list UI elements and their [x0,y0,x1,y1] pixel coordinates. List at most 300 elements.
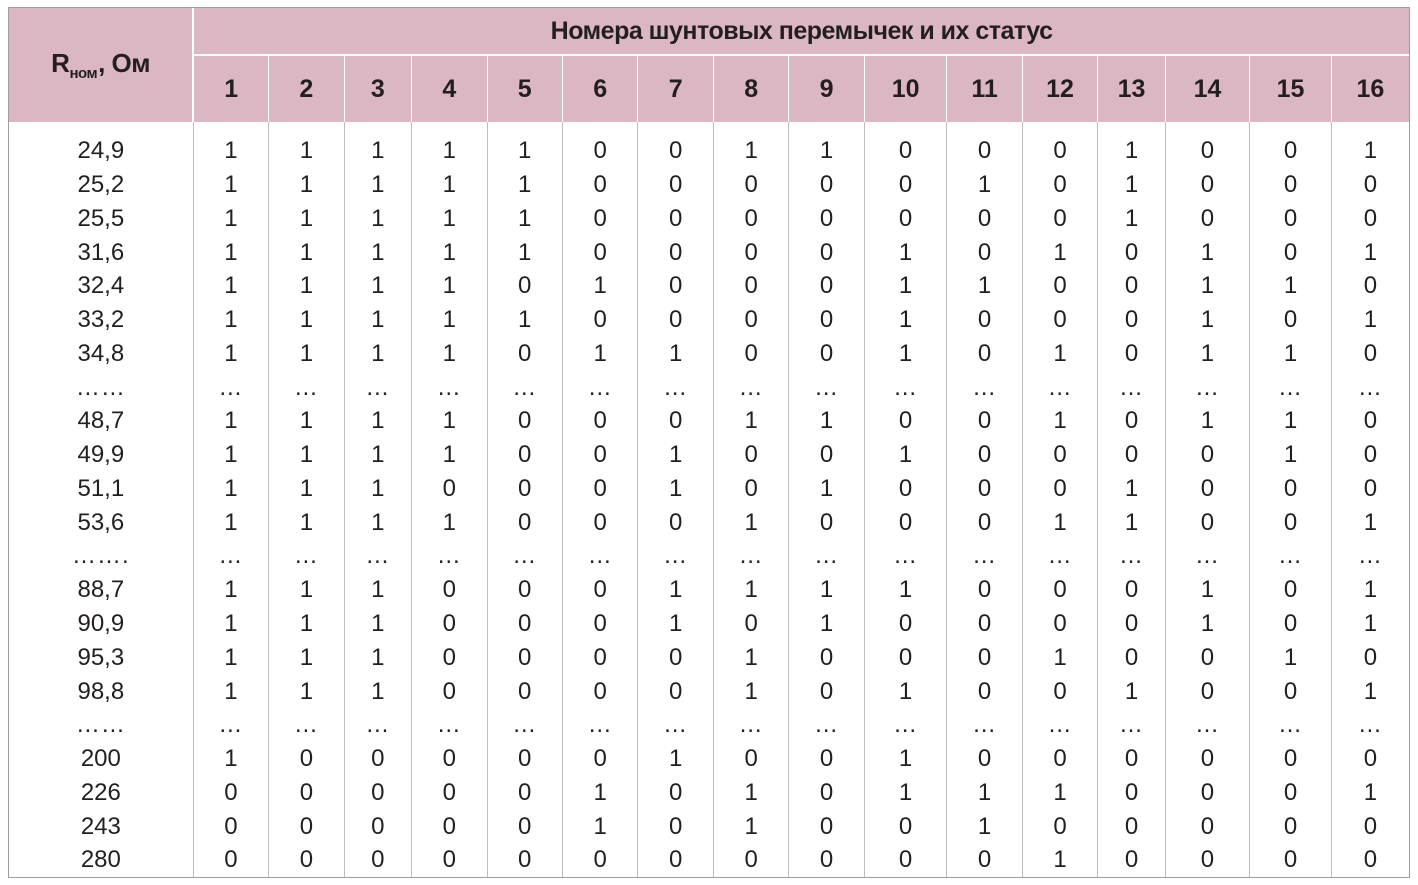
jumper-status-cell: 0 [1098,573,1165,607]
jumper-status-cell: … [1250,539,1332,573]
jumper-status-cell: … [713,370,788,404]
jumper-status-cell: 0 [562,303,637,337]
jumper-status-cell: 0 [487,641,562,675]
jumper-status-cell: 0 [789,776,864,810]
table-row [9,472,1409,506]
jumper-status-cell: 1 [344,269,411,303]
jumper-status-cell: 1 [713,506,788,540]
jumper-status-cell: 0 [412,472,487,506]
table-row [9,776,1409,810]
jumper-status-cell: 0 [1250,235,1332,269]
jumper-status-cell: 1 [344,506,411,540]
jumper-status-cell: 0 [412,776,487,810]
jumper-status-cell: 1 [344,202,411,236]
jumper-status-cell: 0 [562,607,637,641]
jumper-status-cell: 0 [487,404,562,438]
jumper-status-cell: 1 [344,438,411,472]
jumper-status-cell: 0 [789,269,864,303]
resistance-value: 25,2 [9,168,193,202]
jumper-status-cell: 0 [947,573,1022,607]
jumper-status-cell: 0 [638,776,713,810]
jumper-status-cell: 0 [1022,573,1097,607]
jumper-status-cell: 1 [1165,607,1250,641]
jumper-status-cell: 0 [412,641,487,675]
jumper-status-cell: 0 [562,438,637,472]
jumper-status-cell: 0 [1165,202,1250,236]
jumper-status-cell: 1 [713,641,788,675]
jumper-status-cell: 1 [1022,404,1097,438]
table-row [9,809,1409,843]
jumper-status-cell: 1 [344,607,411,641]
jumper-status-cell: 1 [1250,337,1332,371]
jumper-status-cell: … [1250,370,1332,404]
jumper-status-cell: 0 [562,674,637,708]
table-row [9,573,1409,607]
jumper-status-cell: 0 [1098,742,1165,776]
jumper-status-cell: 1 [1165,235,1250,269]
jumper-status-cell: … [1250,708,1332,742]
jumper-status-cell: 0 [1363,407,1378,435]
jumper-status-cell: 1 [487,235,562,269]
resistance-value: 51,1 [9,472,193,506]
jumper-number-header: 9 [789,55,864,122]
jumper-status-cell: 0 [947,472,1022,506]
jumper-number-header: 4 [412,55,487,122]
jumper-status-cell: 0 [947,641,1022,675]
jumper-status-cell: 0 [638,641,713,675]
resistance-symbol: R [51,48,70,78]
jumper-status-cell: 1 [1363,508,1378,536]
resistance-value: 200 [9,742,193,776]
jumper-status-cell: 0 [562,235,637,269]
jumper-status-cell: 1 [412,235,487,269]
resistance-value: 49,9 [9,438,193,472]
resistance-value: 32,4 [9,269,193,303]
jumper-status-cell: 0 [1165,776,1250,810]
jumper-status-cell: 1 [1363,576,1378,604]
jumper-status-cell: 1 [638,573,713,607]
jumper-status-cell: 0 [638,809,713,843]
jumper-status-cell: … [1022,370,1097,404]
jumper-status-cell: 1 [269,438,344,472]
jumper-status-cell: 0 [344,809,411,843]
table-row [9,202,1409,236]
jumper-status-cell: 1 [638,607,713,641]
jumper-number-header: 11 [947,55,1022,122]
jumper-status-cell: … [193,370,268,404]
jumper-status-cell: … [1098,370,1165,404]
jumper-status-cell: 0 [864,506,947,540]
jumper-status-cell: 0 [864,202,947,236]
jumper-status-cell: 0 [638,303,713,337]
jumper-status-cell: 1 [344,303,411,337]
jumper-status-cell: … [947,370,1022,404]
jumper-status-cell: 0 [487,742,562,776]
jumper-status-cell: 0 [789,506,864,540]
jumper-status-cell: 1 [269,404,344,438]
jumper-status-cell: … [562,370,637,404]
jumper-status-cell: 1 [789,573,864,607]
jumper-status-cell: 1 [638,337,713,371]
jumper-status-cell: 1 [344,404,411,438]
jumper-status-cell: 1 [269,202,344,236]
jumper-status-cell: 1 [1022,337,1097,371]
table-row [9,607,1409,641]
jumper-status-cell: 0 [947,506,1022,540]
table-row [9,843,1409,877]
jumper-number-header: 14 [1165,55,1250,122]
table-container [8,7,1410,878]
jumper-status-cell: 1 [562,269,637,303]
jumper-status-cell: 0 [412,674,487,708]
jumper-status-cell: 0 [713,168,788,202]
jumper-number-header: 6 [562,55,637,122]
jumper-number-header: 8 [713,55,788,122]
jumper-status-cell: 0 [789,337,864,371]
jumper-status-cell: 1 [1250,404,1332,438]
jumper-status-cell: 1 [269,122,344,168]
table-row [9,404,1409,438]
resistance-value: 34,8 [9,337,193,371]
jumper-status-cell: 0 [487,776,562,810]
jumper-status-cell: 0 [1022,674,1097,708]
jumper-status-cell: 1 [193,269,268,303]
jumper-status-cell: 0 [1363,441,1378,469]
jumper-status-cell: 0 [1165,506,1250,540]
jumper-status-cell: 0 [487,843,562,877]
jumper-status-cell: 0 [1250,843,1332,877]
jumper-number-header: 3 [344,55,411,122]
resistance-value: 24,9 [9,122,193,168]
jumper-status-cell: 1 [344,641,411,675]
table-row [9,370,1409,404]
jumper-status-cell: 1 [1363,306,1378,334]
jumper-status-cell: 1 [1165,269,1250,303]
jumper-status-cell: … [713,539,788,573]
jumper-status-cell: 0 [864,472,947,506]
jumper-status-cell: 0 [1165,809,1250,843]
jumper-status-cell: 1 [789,472,864,506]
jumper-status-cell: 1 [193,337,268,371]
jumper-status-cell: 1 [487,122,562,168]
jumper-status-cell: 1 [562,776,637,810]
jumper-status-cell: 1 [193,506,268,540]
jumper-status-cell: 0 [947,742,1022,776]
jumper-status-cell: 1 [1363,137,1378,165]
jumper-status-cell: … [638,370,713,404]
jumper-status-cell: … [1098,708,1165,742]
jumper-status-cell: 1 [1363,238,1378,266]
jumper-status-cell: … [1357,711,1383,739]
jumper-status-cell: 0 [1022,202,1097,236]
jumper-status-cell: 0 [789,742,864,776]
jumper-status-cell: 1 [638,438,713,472]
jumper-status-cell: 0 [1022,809,1097,843]
jumper-status-cell: 0 [193,809,268,843]
jumper-status-cell: 0 [344,776,411,810]
jumper-status-cell: 1 [864,269,947,303]
jumper-status-cell: 1 [412,269,487,303]
jumper-status-cell: 0 [638,122,713,168]
table-row [9,641,1409,675]
jumper-status-cell: 0 [562,742,637,776]
jumper-status-cell: … [269,708,344,742]
jumper-status-cell: 1 [1098,506,1165,540]
table-body [9,122,1409,877]
jumper-status-cell: 1 [193,674,268,708]
jumper-status-cell: 0 [412,607,487,641]
jumper-status-cell: 0 [1363,339,1378,367]
jumper-status-cell: 0 [1250,674,1332,708]
resistance-value: 90,9 [9,607,193,641]
jumper-status-cell: … [269,370,344,404]
jumper-status-cell: 0 [638,506,713,540]
jumper-status-cell: … [789,708,864,742]
jumper-status-cell: … [789,370,864,404]
jumper-status-cell: … [638,539,713,573]
jumper-status-cell: 0 [864,122,947,168]
jumper-status-cell: 0 [562,641,637,675]
resistance-value: 33,2 [9,303,193,337]
jumper-status-cell: 0 [789,235,864,269]
jumper-status-cell: 1 [344,122,411,168]
jumper-status-cell: 0 [864,843,947,877]
jumper-status-cell: 1 [193,641,268,675]
jumper-status-cell: 1 [193,122,268,168]
jumper-status-cell: 1 [864,573,947,607]
resistance-value: 243 [9,809,193,843]
jumper-status-cell: 0 [1250,303,1332,337]
jumper-status-cell: 0 [1022,438,1097,472]
jumper-status-cell: 1 [269,674,344,708]
table-row [9,674,1409,708]
jumper-status-cell: 0 [1165,438,1250,472]
jumper-status-cell: 0 [269,809,344,843]
jumper-status-cell: 0 [713,269,788,303]
jumper-status-cell: 1 [1022,506,1097,540]
jumper-status-cell: 1 [713,674,788,708]
jumper-status-cell: 1 [713,573,788,607]
jumper-status-cell: 0 [713,438,788,472]
jumper-number-header: 10 [864,55,947,122]
jumper-status-cell: 0 [947,303,1022,337]
jumper-status-cell: … [344,370,411,404]
jumper-status-cell: … [1357,373,1383,401]
jumper-status-cell: 1 [864,337,947,371]
jumper-status-cell: 1 [193,404,268,438]
jumper-status-cell: 1 [193,168,268,202]
jumper-status-cell: … [269,539,344,573]
jumper-status-cell: 0 [789,674,864,708]
jumper-status-cell: … [864,708,947,742]
jumper-status-cell: … [713,708,788,742]
table-row [9,337,1409,371]
jumper-number-header: 12 [1022,55,1097,122]
jumper-status-cell: 0 [1098,607,1165,641]
jumper-status-cell: 0 [269,776,344,810]
jumper-status-cell: 0 [562,122,637,168]
jumper-status-cell: 1 [1098,168,1165,202]
jumper-status-cell: 0 [487,269,562,303]
jumper-status-cell: 1 [412,168,487,202]
table-header [9,8,1409,122]
jumper-status-cell: … [1165,370,1250,404]
jumper-status-cell: 0 [789,168,864,202]
jumper-status-cell: 1 [1098,122,1165,168]
jumper-status-cell: 0 [1363,643,1378,671]
jumper-status-cell: 0 [1098,776,1165,810]
jumper-status-cell: … [638,708,713,742]
jumper-status-cell: … [562,539,637,573]
jumper-status-cell: 1 [344,337,411,371]
jumper-status-cell: 1 [638,742,713,776]
jumper-status-cell: 0 [1363,272,1378,300]
jumper-status-cell: 0 [1250,776,1332,810]
jumper-status-cell: 1 [269,168,344,202]
jumper-status-cell: 0 [1098,641,1165,675]
resistance-value: ……. [9,539,193,573]
jumper-status-cell: 0 [412,573,487,607]
jumper-status-cell: 1 [193,438,268,472]
jumper-status-cell: 1 [269,337,344,371]
jumper-status-cell: 1 [562,337,637,371]
jumper-status-cell: 0 [864,641,947,675]
jumper-status-cell: 0 [562,168,637,202]
jumper-status-cell: 1 [1098,472,1165,506]
jumper-status-cell: 1 [269,506,344,540]
jumper-status-cell: … [487,708,562,742]
jumper-status-cell: 0 [864,809,947,843]
jumper-status-cell: … [1165,539,1250,573]
jumper-status-cell: 0 [1250,168,1332,202]
jumper-status-cell: 0 [1165,641,1250,675]
resistance-value: 98,8 [9,674,193,708]
jumper-status-cell: 1 [947,168,1022,202]
jumper-status-cell: 0 [1363,745,1378,773]
jumper-number-header: 5 [487,55,562,122]
jumper-status-cell: 0 [789,438,864,472]
resistance-unit: , Ом [98,48,150,78]
table-row [9,168,1409,202]
jumper-status-cell: 0 [638,202,713,236]
jumper-status-cell: 0 [1098,809,1165,843]
jumper-status-cell: 0 [947,438,1022,472]
jumper-status-cell: … [487,370,562,404]
jumper-status-cell: 1 [1022,235,1097,269]
jumper-status-cell: 0 [1022,303,1097,337]
shunt-jumper-table [9,8,1409,877]
table-row [9,303,1409,337]
jumper-status-cell: 0 [1022,269,1097,303]
jumper-status-cell: … [1165,708,1250,742]
jumper-status-cell: 0 [1165,168,1250,202]
jumper-status-cell: 0 [947,674,1022,708]
jumper-status-cell: 1 [713,404,788,438]
jumper-status-cell: 0 [1165,122,1250,168]
jumper-status-cell: 0 [1022,742,1097,776]
jumper-status-cell: 0 [713,742,788,776]
jumper-status-cell: … [947,539,1022,573]
jumper-status-cell: 1 [789,404,864,438]
jumper-status-cell: 0 [193,776,268,810]
jumper-status-cell: 1 [713,776,788,810]
resistance-value: 280 [9,843,193,877]
jumper-status-cell: 0 [1363,204,1378,232]
jumper-status-cell: 1 [412,404,487,438]
jumper-status-cell: 0 [487,809,562,843]
table-row [9,708,1409,742]
jumper-status-cell: 0 [344,742,411,776]
jumper-number-header: 16 [1331,55,1409,122]
jumper-status-cell: 1 [487,303,562,337]
jumper-status-cell: 1 [412,202,487,236]
jumper-status-cell: 0 [1098,235,1165,269]
jumper-status-cell: 0 [1250,607,1332,641]
jumper-number-header: 1 [193,55,268,122]
resistance-value: …… [9,370,193,404]
jumper-status-cell: 1 [562,809,637,843]
jumper-status-cell: 0 [947,235,1022,269]
jumper-status-cell: … [562,708,637,742]
jumper-status-cell: 0 [412,809,487,843]
jumper-status-cell: 0 [487,472,562,506]
jumper-status-cell: 0 [638,404,713,438]
jumper-status-cell: 1 [412,438,487,472]
table-row [9,539,1409,573]
jumper-status-cell: 0 [789,809,864,843]
jumper-status-cell: … [412,539,487,573]
jumper-status-cell: 1 [864,303,947,337]
jumper-status-cell: 0 [1250,472,1332,506]
jumper-status-cell: 1 [193,202,268,236]
jumper-status-cell: 1 [193,472,268,506]
jumper-status-cell: 1 [269,269,344,303]
jumper-status-cell: 1 [1363,778,1378,806]
jumper-status-cell: 0 [789,843,864,877]
jumper-status-cell: 0 [638,674,713,708]
jumper-status-cell: 0 [1165,742,1250,776]
jumper-status-cell: 1 [412,506,487,540]
jumper-status-cell: 1 [412,337,487,371]
jumper-status-cell: 1 [1022,776,1097,810]
jumper-status-cell: 0 [1165,472,1250,506]
jumper-status-cell: 0 [638,843,713,877]
jumper-status-cell: 0 [1022,122,1097,168]
jumper-status-cell: 0 [947,202,1022,236]
jumper-status-cell: 0 [412,742,487,776]
jumper-status-cell: 0 [1363,171,1378,199]
resistance-value: 31,6 [9,235,193,269]
jumper-status-cell: 0 [713,843,788,877]
jumper-status-cell: 1 [193,607,268,641]
jumper-status-cell: 0 [562,573,637,607]
jumper-status-cell: 1 [947,776,1022,810]
jumper-status-cell: 0 [487,674,562,708]
jumper-status-cell: 1 [269,607,344,641]
jumper-status-cell: 1 [864,438,947,472]
jumper-status-cell: 1 [1363,610,1378,638]
jumper-status-cell: 1 [1165,337,1250,371]
jumper-status-cell: 0 [1250,122,1332,168]
table-row [9,438,1409,472]
jumper-status-cell: 0 [487,337,562,371]
jumper-status-cell: 0 [1165,843,1250,877]
jumper-status-cell: 0 [1165,674,1250,708]
jumper-status-cell: 1 [864,674,947,708]
jumper-status-cell: 0 [1250,202,1332,236]
jumper-status-cell: 1 [638,472,713,506]
jumper-status-cell: 0 [1363,846,1378,874]
